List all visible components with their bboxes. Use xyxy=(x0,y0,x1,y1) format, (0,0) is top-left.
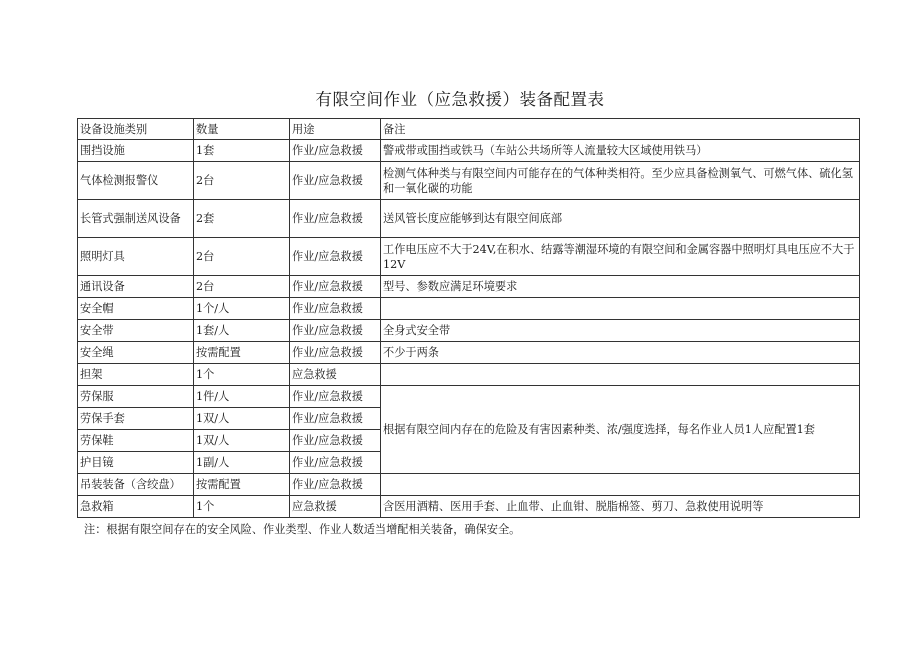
row-quantity: 1套/人 xyxy=(194,320,290,342)
row-category: 急救箱 xyxy=(78,496,194,518)
table-row xyxy=(78,238,860,276)
footnote: 注：根据有限空间存在的安全风险、作业类型、作业人数适当增配相关装备，确保安全。 xyxy=(84,523,521,536)
page-title: 有限空间作业（应急救援）装备配置表 xyxy=(315,90,605,109)
row-use: 作业/应急救援 xyxy=(290,238,381,276)
row-quantity: 按需配置 xyxy=(194,342,290,364)
header-category: 设备设施类别 xyxy=(78,119,194,140)
row-note: 含医用酒精、医用手套、止血带、止血钳、脱脂棉签、剪刀、急救使用说明等 xyxy=(381,496,860,518)
row-category: 气体检测报警仪 xyxy=(78,162,194,200)
table-row xyxy=(78,140,860,162)
row-quantity: 1双/人 xyxy=(194,430,290,452)
row-category: 护目镜 xyxy=(78,452,194,474)
row-use: 作业/应急救援 xyxy=(290,474,381,496)
row-category: 安全帽 xyxy=(78,298,194,320)
row-note: 型号、参数应满足环境要求 xyxy=(381,276,860,298)
row-use: 应急救援 xyxy=(290,364,381,386)
table-row xyxy=(78,386,860,408)
row-category: 吊装装备（含绞盘） xyxy=(78,474,194,496)
row-note: 送风管长度应能够到达有限空间底部 xyxy=(381,200,860,238)
row-quantity: 2台 xyxy=(194,162,290,200)
row-note xyxy=(381,364,860,386)
row-category: 劳保鞋 xyxy=(78,430,194,452)
row-category: 通讯设备 xyxy=(78,276,194,298)
row-use: 作业/应急救援 xyxy=(290,140,381,162)
row-quantity: 2台 xyxy=(194,276,290,298)
row-use: 作业/应急救援 xyxy=(290,162,381,200)
row-use: 作业/应急救援 xyxy=(290,298,381,320)
row-note: 检测气体种类与有限空间内可能存在的气体种类相符。至少应具备检测氧气、可燃气体、硫化氢和一氧化碳的功能 xyxy=(381,162,860,200)
row-note xyxy=(381,298,860,320)
row-category: 安全带 xyxy=(78,320,194,342)
row-note: 工作电压应不大于24V,在积水、结露等潮湿环境的有限空间和金属容器中照明灯具电压应不大于12V xyxy=(381,238,860,276)
row-category: 围挡设施 xyxy=(78,140,194,162)
row-quantity: 按需配置 xyxy=(194,474,290,496)
row-use: 作业/应急救援 xyxy=(290,320,381,342)
table-row xyxy=(78,298,860,320)
row-quantity: 2台 xyxy=(194,238,290,276)
row-use: 作业/应急救援 xyxy=(290,200,381,238)
table-row xyxy=(78,474,860,496)
row-use: 作业/应急救援 xyxy=(290,408,381,430)
header-quantity: 数量 xyxy=(194,119,290,140)
row-note: 全身式安全带 xyxy=(381,320,860,342)
merged-ppe-note: 根据有限空间内存在的危险及有害因素种类、浓/强度选择，每名作业人员1人应配置1套 xyxy=(381,386,860,474)
table-row xyxy=(78,496,860,518)
table-row xyxy=(78,276,860,298)
row-use: 作业/应急救援 xyxy=(290,386,381,408)
table-row xyxy=(78,320,860,342)
row-quantity: 1副/人 xyxy=(194,452,290,474)
row-quantity: 1个 xyxy=(194,364,290,386)
row-use: 作业/应急救援 xyxy=(290,276,381,298)
row-use: 作业/应急救援 xyxy=(290,430,381,452)
row-note: 警戒带或围挡或铁马（车站公共场所等人流量较大区域使用铁马） xyxy=(381,140,860,162)
table-row xyxy=(78,162,860,200)
table-row xyxy=(78,200,860,238)
row-use: 作业/应急救援 xyxy=(290,342,381,364)
row-quantity: 1套 xyxy=(194,140,290,162)
table-header-row xyxy=(78,119,860,140)
row-use: 应急救援 xyxy=(290,496,381,518)
header-note: 备注 xyxy=(381,119,860,140)
row-use: 作业/应急救援 xyxy=(290,452,381,474)
row-quantity: 2套 xyxy=(194,200,290,238)
row-category: 劳保服 xyxy=(78,386,194,408)
row-category: 照明灯具 xyxy=(78,238,194,276)
row-category: 劳保手套 xyxy=(78,408,194,430)
row-category: 安全绳 xyxy=(78,342,194,364)
row-category: 长管式强制送风设备 xyxy=(78,200,194,238)
row-note: 不少于两条 xyxy=(381,342,860,364)
equipment-table xyxy=(77,118,860,518)
row-quantity: 1件/人 xyxy=(194,386,290,408)
header-use: 用途 xyxy=(290,119,381,140)
row-category: 担架 xyxy=(78,364,194,386)
table-row xyxy=(78,342,860,364)
row-note xyxy=(381,474,860,496)
table-row xyxy=(78,364,860,386)
row-quantity: 1双/人 xyxy=(194,408,290,430)
row-quantity: 1个/人 xyxy=(194,298,290,320)
row-quantity: 1个 xyxy=(194,496,290,518)
